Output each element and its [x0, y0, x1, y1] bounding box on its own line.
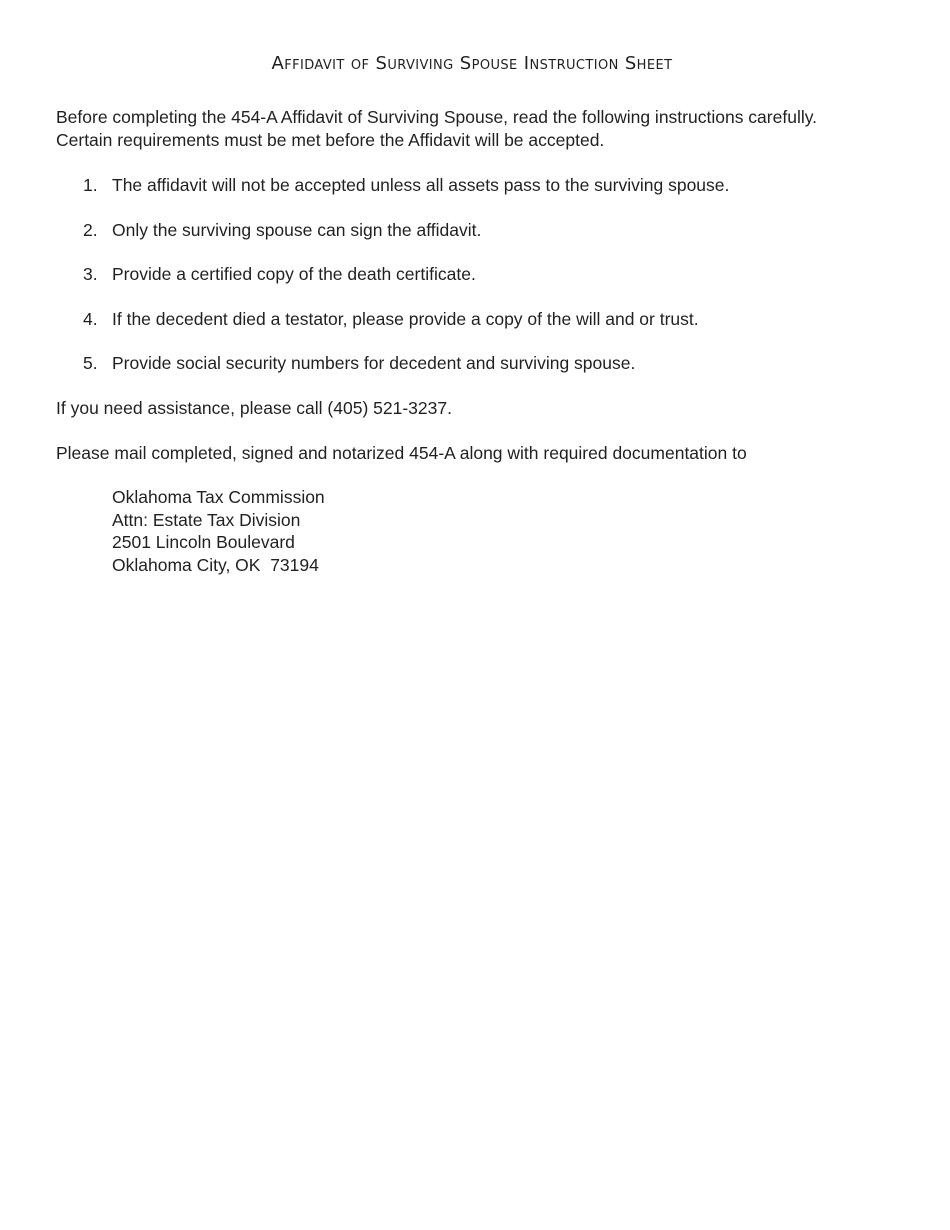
instruction-text: Provide social security numbers for decedent and surviving spouse.	[112, 353, 636, 373]
intro-line-1: Before completing the 454-A Affidavit of Surviving Spouse, read the following instructions carefully.	[56, 107, 818, 127]
intro-paragraph	[56, 106, 936, 152]
instruction-number: 4.	[83, 308, 98, 329]
address-line-3: 2501 Lincoln Boulevard	[112, 532, 295, 552]
mail-instructions: Please mail completed, signed and notarized 454-A along with required documentation to	[56, 443, 747, 463]
instruction-text: Only the surviving spouse can sign the affidavit.	[112, 219, 482, 240]
address-line-2: Attn: Estate Tax Division	[112, 509, 301, 530]
instruction-item-3	[56, 263, 936, 286]
instruction-item-5	[56, 352, 936, 375]
instruction-item-1	[56, 174, 936, 197]
instruction-list	[56, 174, 936, 397]
address-line-4: Oklahoma City, OK 73194	[112, 554, 319, 575]
instruction-text: If the decedent died a testator, please provide a copy of the will and or trust.	[112, 308, 699, 329]
instruction-item-2	[56, 219, 936, 242]
instruction-item-4	[56, 308, 936, 331]
instruction-number: 1.	[83, 175, 98, 195]
address-line-1: Oklahoma Tax Commission	[112, 487, 325, 507]
instruction-number: 3.	[83, 264, 98, 284]
page-title: Affidavit of Surviving Spouse Instruction Sheet	[271, 53, 673, 74]
instruction-text: Provide a certified copy of the death certificate.	[112, 264, 476, 284]
assistance-text: If you need assistance, please call (405) 521-3237.	[56, 398, 452, 418]
instruction-number: 5.	[83, 353, 98, 373]
instruction-number: 2.	[83, 219, 98, 240]
instruction-text: The affidavit will not be accepted unless all assets pass to the surviving spouse.	[112, 175, 730, 195]
mailing-address	[112, 486, 325, 576]
intro-line-2: Certain requirements must be met before the Affidavit will be accepted.	[56, 130, 605, 150]
